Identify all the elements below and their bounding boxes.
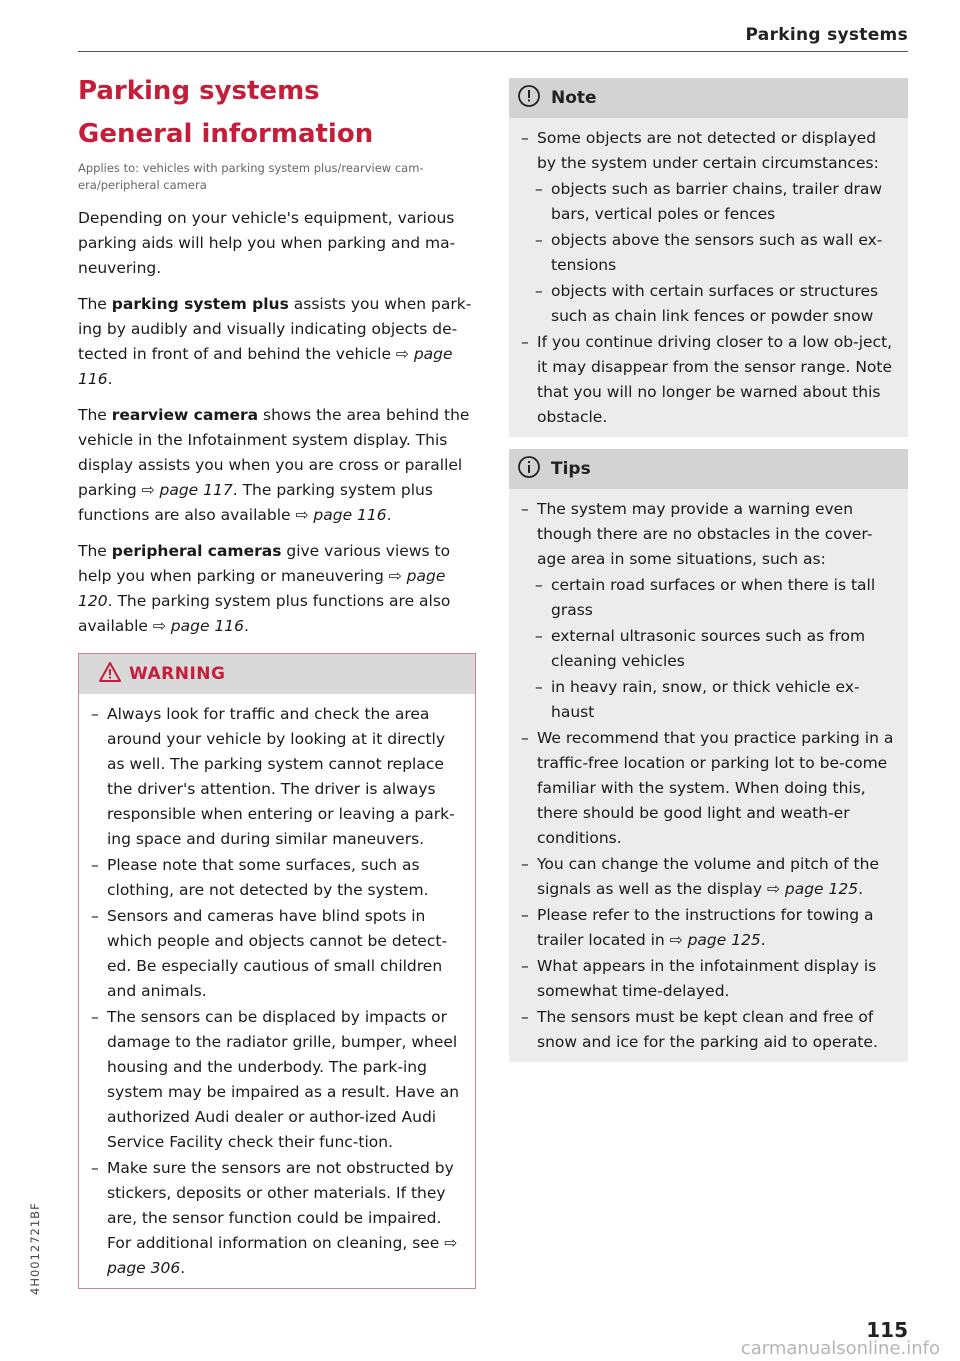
note-list: [521, 126, 898, 430]
term: peripheral cameras: [111, 542, 282, 560]
page-link[interactable]: ⇨ page 125: [669, 931, 761, 949]
right-column: [509, 78, 908, 1062]
note-box: [509, 78, 908, 437]
sub-list-item: – external ultrasonic sources such as from cleaning vehicles: [535, 624, 898, 674]
note-header: [509, 78, 908, 118]
watermark: carmanualsonline.info: [740, 1338, 940, 1359]
text: . The parking system plus functions are also available: [78, 481, 433, 524]
exclamation-circle-icon: [517, 84, 541, 112]
tips-header: [509, 449, 908, 489]
text: . The parking system plus functions are also available: [78, 592, 451, 635]
tips-label: Tips: [551, 459, 591, 479]
warning-list: [91, 702, 465, 1281]
text: give various views to help you when parking or maneuvering: [78, 542, 451, 585]
list-item: – We recommend that you practice parking in a traffic-free location or parking lot to be-come familiar with the system. When doing this, there should be good light and weath-er conditions.: [521, 726, 898, 851]
rearview-camera-paragraph: [78, 403, 476, 528]
tips-body: [509, 489, 908, 1062]
text: assists you when park-ing by audibly and visually indicating objects de-tected in front of and behind the vehicle: [78, 295, 472, 363]
warning-header: [79, 654, 475, 694]
list-item: – If you continue driving closer to a low ob-ject, it may disappear from the sensor range. Note that you will no longer be warned about this obstacle.: [521, 330, 898, 430]
running-head: Parking systems: [745, 25, 908, 45]
page-link[interactable]: ⇨ page 117: [141, 481, 233, 499]
term: parking system plus: [111, 295, 289, 313]
text: .: [760, 931, 766, 949]
text: .: [858, 880, 864, 898]
page-link[interactable]: ⇨ page 306: [107, 1234, 458, 1277]
tips-box: [509, 449, 908, 1062]
warning-label: WARNING: [129, 664, 226, 684]
list-item: – Some objects are not detected or displayed by the system under certain circumstances:: [521, 126, 898, 176]
page-link[interactable]: ⇨ page 116: [78, 345, 453, 388]
sub-list-item: – certain road surfaces or when there is tall grass: [535, 573, 898, 623]
list-item: – Always look for traffic and check the area around your vehicle by looking at it directly as well. The parking system cannot replace the driver's attention. The driver is always responsible when entering or leaving a park-ing space and during similar maneuvers.: [91, 702, 465, 852]
text: Make sure the sensors are not obstructed by stickers, deposits or other materials. If they are, the sensor function could be impaired. For additional information on cleaning, see: [107, 1159, 454, 1252]
list-item: – Sensors and cameras have blind spots in which people and objects cannot be detect-ed. Be especially cautious of small children and animals.: [91, 904, 465, 1004]
list-item: [521, 903, 898, 953]
list-item: [91, 1156, 465, 1281]
list-item: – The system may provide a warning even though there are no obstacles in the cover-age area in some situations, such as:: [521, 497, 898, 572]
applies-to: Applies to: vehicles with parking system plus/rearview cam-era/peripheral camera: [78, 161, 424, 192]
section-title: Parking systems: [78, 76, 320, 106]
text: shows the area behind the vehicle in the Infotainment system display. This display assists you when you are cross or parallel parking: [78, 406, 470, 499]
page-link[interactable]: ⇨ page 125: [766, 880, 859, 898]
list-item: [521, 852, 898, 902]
info-circle-icon: [517, 455, 541, 483]
page-number: 115: [866, 1318, 908, 1342]
list-item: – The sensors can be displaced by impacts or damage to the radiator grille, bumper, wheel housing and the underbody. The park-ing system may be impaired as a result. Have an authorized Audi dealer or author-ized Audi Service Facility check their func-tion.: [91, 1005, 465, 1155]
sub-list-item: – objects with certain surfaces or structures such as chain link fences or powder snow: [535, 279, 898, 329]
text: You can change the volume and pitch of the signals as well as the display: [537, 855, 879, 898]
text: .: [180, 1259, 186, 1277]
note-label: Note: [551, 88, 597, 108]
document-code: 4H0012721BF: [28, 1202, 42, 1295]
header-rule: [78, 51, 908, 52]
page-link[interactable]: ⇨ page 116: [152, 617, 245, 635]
left-column: [78, 72, 476, 1289]
tips-list: [521, 497, 898, 1055]
warning-triangle-icon: [99, 662, 121, 686]
page-link[interactable]: ⇨ page 116: [295, 506, 387, 524]
list-item: – The sensors must be kept clean and free of snow and ice for the parking aid to operate.: [521, 1005, 898, 1055]
sub-list-item: – objects such as barrier chains, trailer draw bars, vertical poles or fences: [535, 177, 898, 227]
text: The: [78, 406, 112, 424]
list-item: – Please note that some surfaces, such as clothing, are not detected by the system.: [91, 853, 465, 903]
peripheral-cameras-paragraph: [78, 539, 476, 639]
warning-body: [79, 694, 475, 1288]
note-body: [509, 118, 908, 437]
text: The: [78, 295, 112, 313]
text: .: [107, 370, 113, 388]
warning-box: [78, 653, 476, 1289]
sub-list-item: – objects above the sensors such as wall ex-tensions: [535, 228, 898, 278]
list-item: – What appears in the infotainment display is somewhat time-delayed.: [521, 954, 898, 1004]
text: The: [78, 542, 112, 560]
sub-title: General information: [78, 119, 374, 149]
page-link[interactable]: ⇨ page 120: [78, 567, 446, 610]
sub-list-item: – in heavy rain, snow, or thick vehicle ex-haust: [535, 675, 898, 725]
text: .: [244, 617, 249, 635]
text: Please refer to the instructions for towing a trailer located in: [537, 906, 874, 949]
parking-system-plus-paragraph: [78, 292, 476, 392]
intro-paragraph: Depending on your vehicle's equipment, various parking aids will help you when parking and ma-neuvering.: [78, 209, 456, 277]
text: .: [386, 506, 392, 524]
term: rearview camera: [111, 406, 259, 424]
